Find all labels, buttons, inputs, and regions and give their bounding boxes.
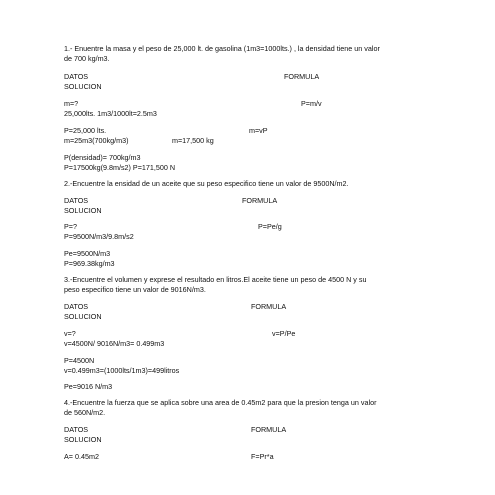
problem-2-given-density: P=? [64,222,77,231]
problem-1-formula-mass: m=vP [249,126,268,135]
problem-4-given-area: A= 0.45m2 [64,452,99,461]
problem-1-datos-label: DATOS [64,72,89,81]
problem-1-weight-result: P=17500kg(9.8m/s2) P=171,500 N [64,163,176,172]
problem-2-result: P=969.38kg/m3 [64,259,115,268]
problem-3-statement-line-1: 3.-Encuentre el volumen y exprese el resultado en litros.El aceite tiene un peso de 4500 N y su [64,275,367,284]
problem-3-liters-conversion: v=0.499m3=(1000lts/1m3)=499litros [64,366,180,375]
problem-4-statement-line-1: 4.-Encuentre la fuerza que se aplica sobre una area de 0.45m2 para que la presion tenga un valor [64,398,377,407]
problem-3-volume-calculation: v=4500N/ 9016N/m3= 0.499m3 [64,339,165,348]
problem-1-mass-result: m=17,500 kg [172,136,214,145]
problem-4-datos-label: DATOS [64,425,89,434]
problem-2-formula-density: P=Pe/g [258,222,282,231]
problem-2-datos-label: DATOS [64,196,89,205]
problem-1-formula-density: P=m/v [301,99,322,108]
problem-1-given-volume: P=25,000 lts. [64,126,107,135]
problem-1-statement-line-1: 1.- Enuentre la masa y el peso de 25,000 lt. de gasolina (1m3=1000lts.) , la densidad tiene un valor [64,44,380,53]
problem-1-volume-conversion: 25,000lts. 1m3/1000lt=2.5m3 [64,109,157,118]
problem-2-calculation: P=9500N/m3/9.8m/s2 [64,232,134,241]
problem-4-formula-label: FORMULA [251,425,287,434]
problem-3-given-specific-weight: Pe=9016 N/m3 [64,382,113,391]
problem-2-statement-line-1: 2.-Encuentre la ensidad de un aceite que su peso especifico tiene un valor de 9500N/m2. [64,179,349,188]
problem-1-density-value: P(densidad)= 700kg/m3 [64,153,141,162]
problem-3-given-volume: v=? [64,329,76,338]
problem-3-given-weight: P=4500N [64,356,95,365]
problem-2-formula-label: FORMULA [242,196,278,205]
problem-1-given-mass: m=? [64,99,79,108]
problem-1-solucion-label: SOLUCION [64,82,102,91]
problem-3-formula-volume: v=P/Pe [272,329,296,338]
problem-4-statement-line-2: de 560N/m2. [64,408,106,417]
problem-1-mass-calculation: m=25m3(700kg/m3) [64,136,129,145]
problem-3-datos-label: DATOS [64,302,89,311]
problem-2-solucion-label: SOLUCION [64,206,102,215]
problem-3-formula-label: FORMULA [251,302,287,311]
problem-3-solucion-label: SOLUCION [64,312,102,321]
problem-4-formula-force: F=Pr*a [251,452,274,461]
problem-2-given-weight: Pe=9500N/m3 [64,249,111,258]
problem-4-solucion-label: SOLUCION [64,435,102,444]
problem-3-statement-line-2: peso especifico tiene un valor de 9016N/m3. [64,285,206,294]
problem-1-statement-line-2: de 700 kg/m3. [64,54,110,63]
problem-1-formula-label: FORMULA [284,72,320,81]
